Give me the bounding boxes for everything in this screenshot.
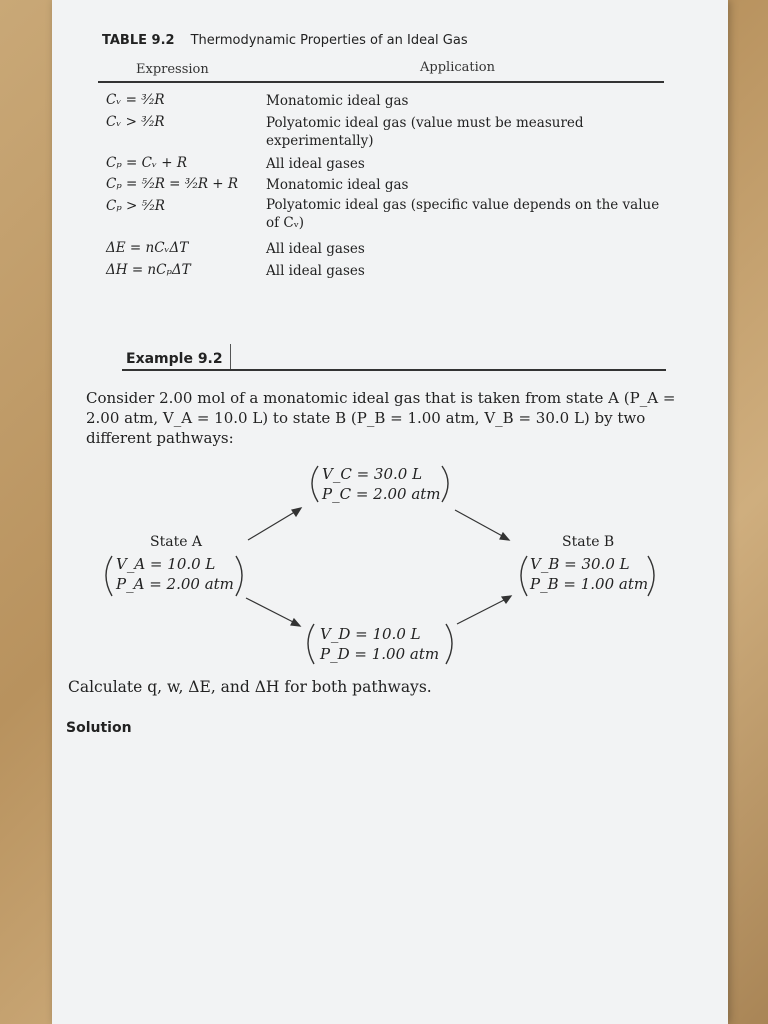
arrow-d-to-b-head bbox=[502, 596, 511, 603]
state-b-pressure: P_B = 1.00 atm bbox=[530, 575, 649, 593]
table-row-application: Polyatomic ideal gas (specific value depends on the value of Cᵥ) bbox=[266, 197, 660, 231]
table-row-expression: Cᵥ = ³⁄₂R bbox=[106, 92, 165, 108]
arrow-a-to-c bbox=[248, 510, 298, 540]
state-c-pressure: P_C = 2.00 atm bbox=[322, 485, 441, 503]
arrow-a-to-c-head bbox=[292, 508, 301, 516]
arrow-a-to-d-head bbox=[291, 619, 300, 626]
example-label: Example 9.2 bbox=[126, 351, 223, 367]
state-a-volume: V_A = 10.0 L bbox=[116, 555, 216, 573]
arrow-c-to-b bbox=[455, 510, 506, 538]
question-text: Calculate q, w, ΔE, and ΔH for both pathways. bbox=[68, 678, 432, 696]
table-row-expression: Cₚ > ⁵⁄₂R bbox=[106, 198, 165, 214]
state-a-label: State A bbox=[150, 534, 203, 550]
table-row-application: Monatomic ideal gas bbox=[266, 93, 409, 109]
state-c-right-paren bbox=[442, 466, 448, 502]
state-b-volume: V_B = 30.0 L bbox=[530, 555, 630, 573]
state-b-label: State B bbox=[562, 534, 615, 550]
table-row-application: All ideal gases bbox=[266, 263, 365, 279]
problem-statement: Consider 2.00 mol of a monatomic ideal gas that is taken from state A (P_A = 2.00 atm, V_A = 10.0 L) to state B (P_B = 1.00 atm, V_B = 30.0 L) by two different pathways: bbox=[86, 389, 676, 447]
state-d-right-paren bbox=[446, 624, 452, 664]
table-row-application: All ideal gases bbox=[266, 156, 365, 172]
state-c-left-paren bbox=[312, 466, 318, 502]
state-c-volume: V_C = 30.0 L bbox=[322, 465, 423, 483]
arrow-a-to-d bbox=[246, 598, 297, 624]
state-c-values bbox=[322, 464, 441, 504]
table-title: TABLE 9.2 Thermodynamic Properties of an Ideal Gas bbox=[102, 33, 468, 48]
solution-heading: Solution bbox=[66, 720, 132, 736]
state-a-left-paren bbox=[106, 556, 112, 596]
table-row-expression: Cₚ = Cᵥ + R bbox=[106, 155, 188, 171]
table-row-expression: ΔE = nCᵥΔT bbox=[106, 240, 189, 256]
state-a-values bbox=[116, 554, 234, 594]
state-a-right-paren bbox=[236, 556, 242, 596]
state-b-right-paren bbox=[648, 556, 654, 596]
arrows bbox=[246, 508, 511, 626]
column-header-expression: Expression bbox=[136, 62, 209, 77]
table-row-expression: Cᵥ > ³⁄₂R bbox=[106, 114, 165, 130]
table-row-expression: Cₚ = ⁵⁄₂R = ³⁄₂R + R bbox=[106, 176, 239, 192]
state-d-pressure: P_D = 1.00 atm bbox=[320, 645, 440, 663]
state-a-pressure: P_A = 2.00 atm bbox=[116, 575, 234, 593]
state-d-volume: V_D = 10.0 L bbox=[320, 625, 421, 643]
table-row-application: All ideal gases bbox=[266, 241, 365, 257]
state-b-values bbox=[530, 554, 648, 594]
state-b-left-paren bbox=[521, 556, 527, 596]
arrow-d-to-b bbox=[457, 598, 508, 624]
table-row-application: Monatomic ideal gas bbox=[266, 177, 409, 193]
table-row-application: Polyatomic ideal gas (value must be measured experimentally) bbox=[266, 115, 584, 149]
table-row-expression: ΔH = nCₚΔT bbox=[106, 262, 191, 278]
column-header-application: Application bbox=[420, 60, 495, 75]
arrow-c-to-b-head bbox=[500, 533, 509, 540]
state-d-values bbox=[320, 624, 439, 664]
state-d-left-paren bbox=[308, 624, 314, 664]
